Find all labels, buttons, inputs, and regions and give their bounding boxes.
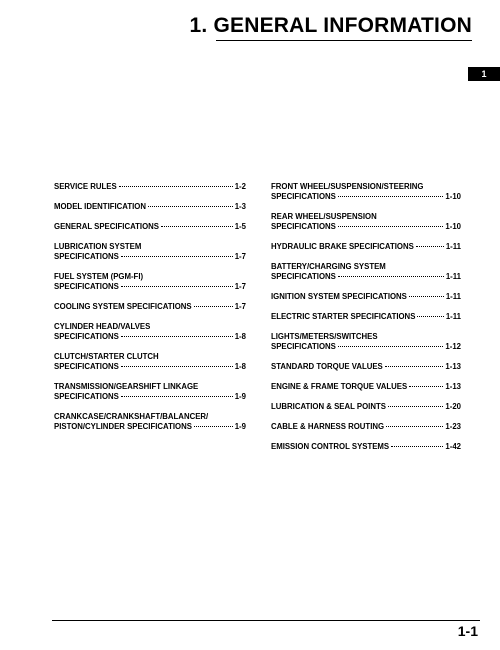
toc-entry-title-line: FRONT WHEEL/SUSPENSION/STEERING	[271, 182, 424, 191]
toc-entry-page: 1-12	[445, 342, 461, 351]
toc-entry-title-line: LUBRICATION SYSTEM	[54, 242, 142, 251]
toc-entry-row	[54, 362, 246, 372]
toc-entry[interactable]	[271, 242, 461, 252]
toc-entry[interactable]	[271, 292, 461, 302]
toc-entry[interactable]	[271, 182, 461, 202]
toc-entry-title-line: CYLINDER HEAD/VALVES	[54, 322, 151, 331]
toc-entry-page: 1-20	[445, 402, 461, 411]
dot-leader	[391, 446, 443, 447]
toc-entry-page: 1-8	[234, 332, 246, 341]
dot-leader	[148, 206, 233, 207]
toc-entry[interactable]	[271, 422, 461, 432]
toc-entry[interactable]	[54, 242, 246, 262]
toc-entry-title: ELECTRIC STARTER SPECIFICATIONS	[271, 312, 416, 321]
toc-entry[interactable]	[271, 442, 461, 452]
toc-entry[interactable]	[54, 382, 246, 402]
section-tab[interactable]: 1	[468, 67, 500, 81]
dot-leader	[409, 296, 444, 297]
dot-leader	[121, 396, 233, 397]
toc-entry[interactable]	[271, 332, 461, 352]
dot-leader	[338, 276, 444, 277]
toc-entry-title: ENGINE & FRAME TORQUE VALUES	[271, 382, 408, 391]
dot-leader	[194, 306, 233, 307]
toc-entry-title: GENERAL SPECIFICATIONS	[54, 222, 159, 231]
dot-leader	[409, 386, 443, 387]
toc-left-column	[54, 182, 246, 432]
toc-entry-title: SPECIFICATIONS	[271, 272, 336, 281]
toc-entry[interactable]	[271, 362, 461, 372]
toc-entry-title-line: TRANSMISSION/GEARSHIFT LINKAGE	[54, 382, 199, 391]
toc-entry-page: 1-23	[445, 422, 461, 431]
toc-entry[interactable]	[271, 402, 461, 412]
toc-entry-row	[54, 202, 246, 212]
dot-leader	[194, 426, 233, 427]
toc-entry-title-line: CLUTCH/STARTER CLUTCH	[54, 352, 159, 361]
toc-entry-page: 1-13	[445, 382, 461, 391]
toc-entry[interactable]	[271, 382, 461, 392]
toc-entry-row	[54, 252, 246, 262]
toc-entry-row	[271, 292, 461, 302]
toc-entry-row	[54, 182, 246, 192]
toc-entry-title-line: CRANKCASE/CRANKSHAFT/BALANCER/	[54, 412, 209, 421]
toc-entry-page: 1-11	[445, 292, 461, 301]
toc-entry[interactable]	[54, 202, 246, 212]
toc-entry-page: 1-10	[445, 222, 461, 231]
dot-leader	[416, 246, 444, 247]
toc-entry-title: EMISSION CONTROL SYSTEMS	[271, 442, 390, 451]
toc-entry-page: 1-5	[234, 222, 246, 231]
toc-entry-row	[271, 382, 461, 392]
toc-entry-page: 1-13	[445, 362, 461, 371]
toc-entry-page: 1-7	[234, 302, 246, 311]
page-number: 1-1	[457, 623, 478, 639]
toc-entry-row	[54, 422, 246, 432]
dot-leader	[119, 186, 233, 187]
dot-leader	[121, 336, 233, 337]
toc-entry-title: SPECIFICATIONS	[54, 362, 119, 371]
toc-entry-page: 1-2	[234, 182, 246, 191]
toc-entry-page: 1-10	[445, 192, 461, 201]
toc-entry-page: 1-9	[234, 392, 246, 401]
footer-rule	[52, 620, 480, 621]
toc-entry-row	[271, 402, 461, 412]
toc-entry-row	[271, 362, 461, 372]
toc-entry[interactable]	[271, 212, 461, 232]
toc-entry-row	[54, 302, 246, 312]
toc-entry-row	[54, 392, 246, 402]
dot-leader	[338, 226, 444, 227]
toc-entry-title: SPECIFICATIONS	[54, 252, 119, 261]
toc-entry-title-line: REAR WHEEL/SUSPENSION	[271, 212, 377, 221]
toc-entry-page: 1-3	[234, 202, 246, 211]
toc-entry-title: HYDRAULIC BRAKE SPECIFICATIONS	[271, 242, 414, 251]
toc-entry-title-line: LIGHTS/METERS/SWITCHES	[271, 332, 378, 341]
toc-entry[interactable]	[54, 352, 246, 372]
toc-entry-title: SPECIFICATIONS	[271, 192, 336, 201]
toc-entry-row	[54, 282, 246, 292]
toc-entry-title: SPECIFICATIONS	[271, 222, 336, 231]
dot-leader	[386, 426, 443, 427]
dot-leader	[121, 366, 233, 367]
toc-entry-page: 1-11	[445, 242, 461, 251]
toc-entry-title: STANDARD TORQUE VALUES	[271, 362, 383, 371]
toc-entry-row	[271, 222, 461, 232]
dot-leader	[121, 286, 233, 287]
toc-entry-title: PISTON/CYLINDER SPECIFICATIONS	[54, 422, 192, 431]
toc-entry[interactable]	[54, 302, 246, 312]
toc-entry-page: 1-42	[445, 442, 461, 451]
toc-entry-title: COOLING SYSTEM SPECIFICATIONS	[54, 302, 192, 311]
toc-entry-page: 1-7	[234, 252, 246, 261]
page-title: 1. GENERAL INFORMATION	[189, 14, 472, 37]
toc-entry[interactable]	[271, 262, 461, 282]
toc-entry-title: SPECIFICATIONS	[54, 332, 119, 341]
toc-entry-title: SPECIFICATIONS	[54, 392, 119, 401]
toc-entry-title: LUBRICATION & SEAL POINTS	[271, 402, 386, 411]
title-underline	[216, 40, 472, 41]
toc-entry-title: IGNITION SYSTEM SPECIFICATIONS	[271, 292, 407, 301]
toc-entry-title-line: BATTERY/CHARGING SYSTEM	[271, 262, 386, 271]
toc-entry-title: SPECIFICATIONS	[54, 282, 119, 291]
dot-leader	[385, 366, 444, 367]
dot-leader	[338, 196, 444, 197]
toc-entry-row	[54, 332, 246, 342]
dot-leader	[338, 346, 444, 347]
toc-entry-title: MODEL IDENTIFICATION	[54, 202, 146, 211]
toc-entry[interactable]	[54, 272, 246, 292]
toc-entry-page: 1-9	[234, 422, 246, 431]
toc-entry-row	[271, 192, 461, 202]
toc-entry-row	[271, 442, 461, 452]
toc-entry-title-line: FUEL SYSTEM (PGM-FI)	[54, 272, 144, 281]
toc-entry[interactable]	[54, 412, 246, 432]
toc-entry-title: SERVICE RULES	[54, 182, 117, 191]
toc-entry-title: CABLE & HARNESS ROUTING	[271, 422, 385, 431]
toc-entry-row	[54, 222, 246, 232]
toc-entry-page: 1-11	[445, 312, 461, 321]
toc-entry-page: 1-8	[234, 362, 246, 371]
dot-leader	[388, 406, 443, 407]
dot-leader	[121, 256, 233, 257]
toc-entry-row	[271, 242, 461, 252]
toc-entry[interactable]	[54, 322, 246, 342]
dot-leader	[161, 226, 233, 227]
toc-entry[interactable]	[271, 312, 461, 322]
toc-entry[interactable]	[54, 182, 246, 192]
toc-right-column	[271, 182, 461, 452]
toc-entry-page: 1-11	[445, 272, 461, 281]
toc-entry-title: SPECIFICATIONS	[271, 342, 336, 351]
dot-leader	[417, 316, 443, 317]
toc-entry-page: 1-7	[234, 282, 246, 291]
toc-entry-row	[271, 342, 461, 352]
toc-entry-row	[271, 312, 461, 322]
toc-entry-row	[271, 422, 461, 432]
toc-entry-row	[271, 272, 461, 282]
toc-entry[interactable]	[54, 222, 246, 232]
